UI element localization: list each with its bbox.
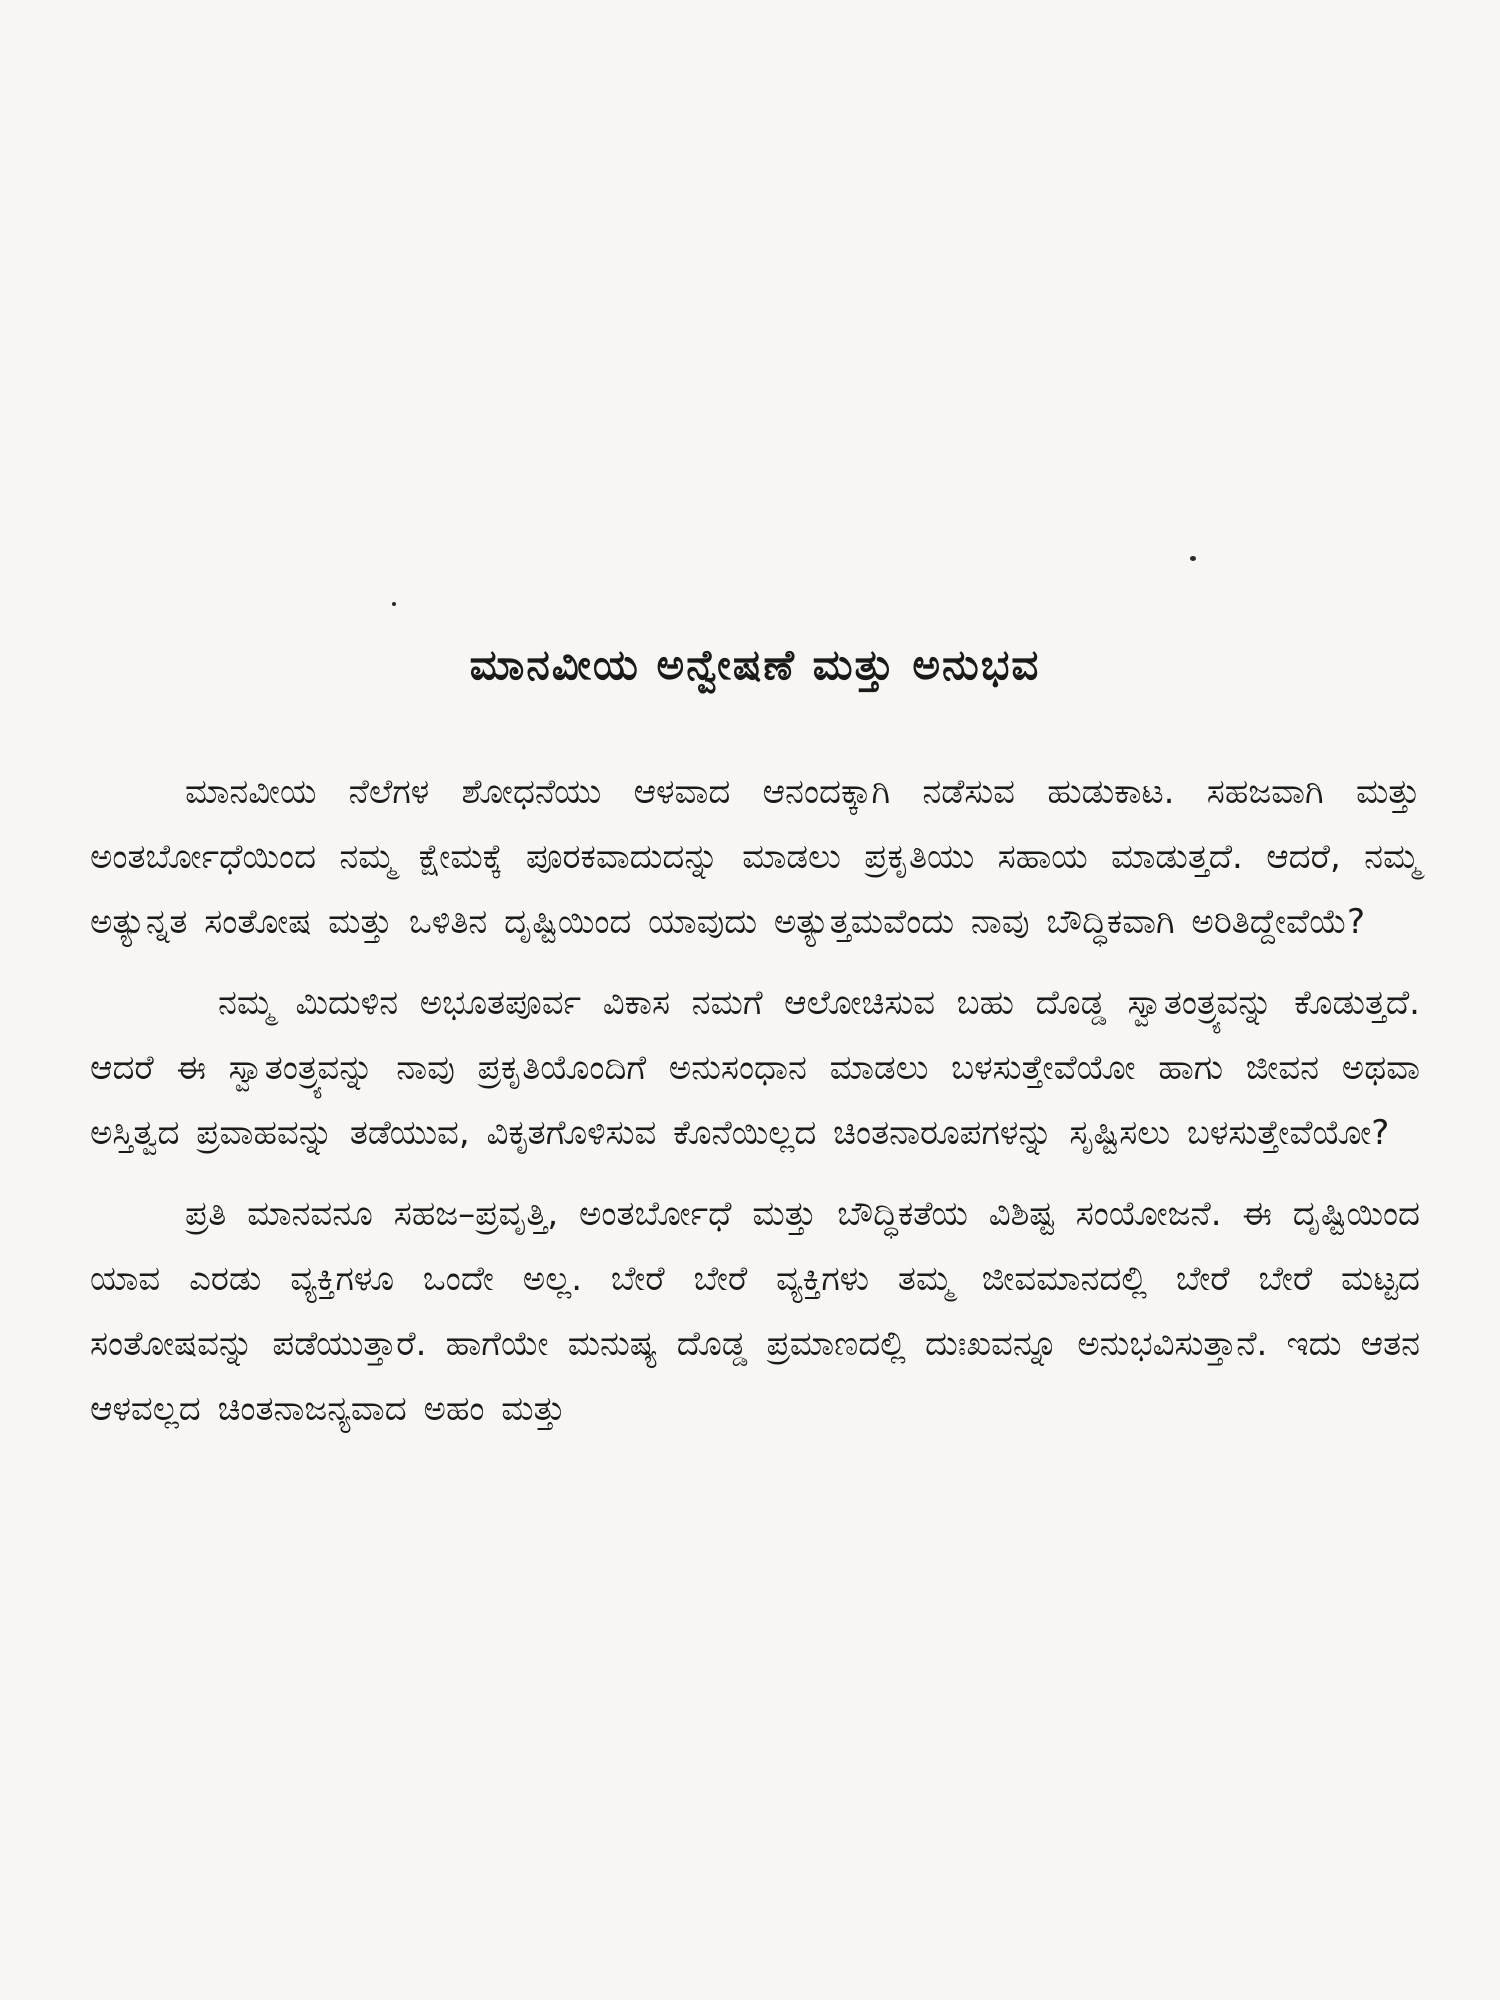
document-page bbox=[90, 610, 1420, 1458]
paragraph-2: ನಮ್ಮ ಮಿದುಳಿನ ಅಭೂತಪೂರ್ವ ವಿಕಾಸ ನಮಗೆ ಆಲೋಚಿಸುವ ಬಹು ದೊಡ್ಡ ಸ್ವಾತಂತ್ರ್ಯವನ್ನು ಕೊಡುತ್ತದೆ. ಆದರೆ ಈ ಸ್ವಾತಂತ್ರ್ಯವನ್ನು ನಾವು ಪ್ರಕೃತಿಯೊಂದಿಗೆ ಅನುಸಂಧಾನ ಮಾಡಲು ಬಳಸುತ್ತೇವೆಯೋ ಹಾಗು ಜೀವನ ಅಥವಾ ಅಸ್ತಿತ್ವದ ಪ್ರವಾಹವನ್ನು ತಡೆಯುವ, ವಿಕೃತಗೊಳಿಸುವ ಕೊನೆಯಿಲ್ಲದ ಚಿಂತನಾರೂಪಗಳನ್ನು ಸೃಷ್ಟಿಸಲು ಬಳಸುತ್ತೇವೆಯೋ? bbox=[90, 983, 1420, 1153]
page-title: ಮಾನವೀಯ ಅನ್ವೇಷಣೆ ಮತ್ತು ಅನುಭವ bbox=[469, 640, 1041, 689]
paragraph-3: ಪ್ರತಿ ಮಾನವನೂ ಸಹಜ–ಪ್ರವೃತ್ತಿ, ಅಂತರ್ಬೋಧೆ ಮತ್ತು ಬೌದ್ಧಿಕತೆಯ ವಿಶಿಷ್ಟ ಸಂಯೋಜನೆ. ಈ ದೃಷ್ಟಿಯಿಂದ ಯಾವ ಎರಡು ವ್ಯಕ್ತಿಗಳೂ ಒಂದೇ ಅಲ್ಲ. ಬೇರೆ ಬೇರೆ ವ್ಯಕ್ತಿಗಳು ತಮ್ಮ ಜೀವಮಾನದಲ್ಲಿ ಬೇರೆ ಬೇರೆ ಮಟ್ಟದ ಸಂತೋಷವನ್ನು ಪಡೆಯುತ್ತಾರೆ. ಹಾಗೆಯೇ ಮನುಷ್ಯ ದೊಡ್ಡ ಪ್ರಮಾಣದಲ್ಲಿ ದುಃಖವನ್ನೂ ಅನುಭವಿಸುತ್ತಾನೆ. ಇದು ಆತನ ಆಳವಲ್ಲದ ಚಿಂತನಾಜನ್ಯವಾದ ಅಹಂ ಮತ್ತು bbox=[90, 1194, 1420, 1429]
paragraph-1: ಮಾನವೀಯ ನೆಲೆಗಳ ಶೋಧನೆಯು ಆಳವಾದ ಆನಂದಕ್ಕಾಗಿ ನಡೆಸುವ ಹುಡುಕಾಟ. ಸಹಜವಾಗಿ ಮತ್ತು ಅಂತರ್ಬೋಧೆಯಿಂದ ನಮ್ಮ ಕ್ಷೇಮಕ್ಕೆ ಪೂರಕವಾದುದನ್ನು ಮಾಡಲು ಪ್ರಕೃತಿಯು ಸಹಾಯ ಮಾಡುತ್ತದೆ. ಆದರೆ, ನಮ್ಮ ಅತ್ಯುನ್ನತ ಸಂತೋಷ ಮತ್ತು ಒಳಿತಿನ ದೃಷ್ಟಿಯಿಂದ ಯಾವುದು ಅತ್ಯುತ್ತಮವೆಂದು ನಾವು ಬೌದ್ಧಿಕವಾಗಿ ಅರಿತಿದ್ದೇವೆಯೆ? bbox=[90, 772, 1420, 942]
ink-speck bbox=[392, 602, 396, 606]
ink-speck bbox=[1190, 556, 1196, 561]
